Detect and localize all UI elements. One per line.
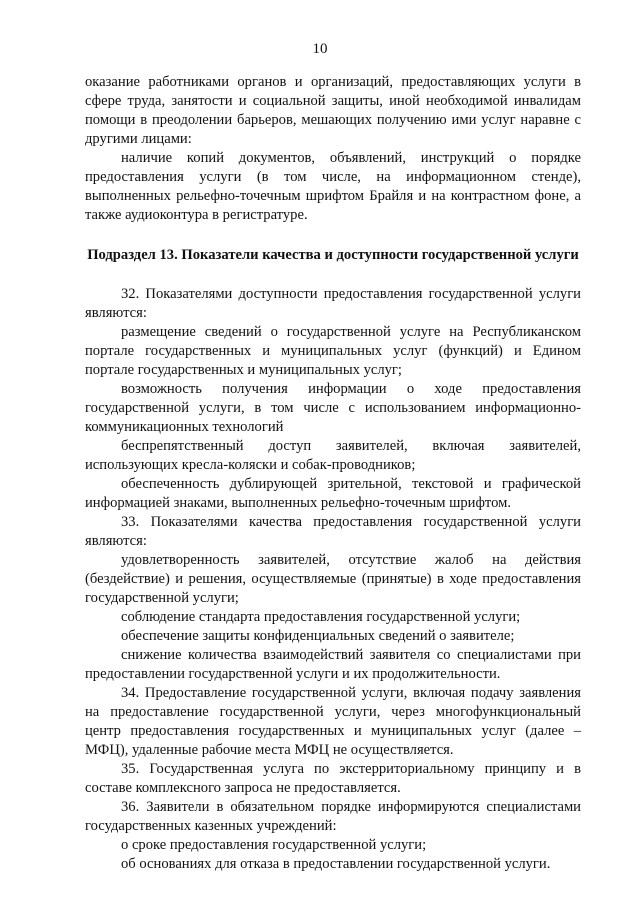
paragraph-confidentiality: обеспечение защиты конфиденциальных сведений о заявителе;: [121, 628, 515, 644]
paragraph-refusal-grounds: об основаниях для отказа в предоставлении государственной услуги.: [121, 856, 551, 872]
paragraph-interaction-reduction: снижение количества взаимодействий заявителя со специалистами при предоставлении государственной услуги и их продолжительности.: [85, 647, 581, 682]
page-number: 10: [312, 41, 328, 57]
paragraph-progress-info: возможность получения информации о ходе предоставления государственной услуги, в том числе с использованием информационно-коммуникационных технологий: [85, 381, 581, 435]
paragraph-35: 35. Государственная услуга по экстерриториальному принципу и в составе комплексного запроса не предоставляется.: [85, 761, 581, 796]
paragraph-36: 36. Заявители в обязательном порядке информируются специалистами государственных казенных учреждений:: [85, 799, 581, 834]
paragraph-duplicated-info: обеспеченность дублирующей зрительной, текстовой и графической информацией знаками, выполненных рельефно-точечным шрифтом.: [85, 476, 581, 511]
paragraph-unobstructed-access: беспрепятственный доступ заявителей, включая заявителей, использующих кресла-коляски и собак-проводников;: [85, 438, 581, 473]
section-heading: Подраздел 13. Показатели качества и доступности государственной услуги: [87, 247, 579, 263]
paragraph-33: 33. Показателями качества предоставления государственной услуги являются:: [85, 514, 581, 549]
paragraph-34: 34. Предоставление государственной услуги, включая подачу заявления на предоставление государственной услуги, через многофункциональный центр предоставления государственных и муниципальных услуг (далее – МФЦ), удаленные рабочие места МФЦ не осуществляется.: [85, 685, 581, 758]
paragraph-assistance: оказание работниками органов и организаций, предоставляющих услуги в сфере труда, занятости и социальной защиты, иной необходимой инвалидам помощи в преодолении барьеров, мешающих получению ими услуг наравне с другими лицами:: [85, 74, 581, 147]
paragraph-portal-info: размещение сведений о государственной услуге на Республиканском портале государственных и муниципальных услуг (функций) и Едином портале государственных и муниципальных услуг;: [85, 324, 581, 378]
document-body: [85, 73, 581, 874]
paragraph-braille-copies: наличие копий документов, объявлений, инструкций о порядке предоставления услуги (в том числе, на информационном стенде), выполненных рельефно-точечным шрифтом Брайля и на контрастном фоне, а также аудиоконтура в регистратуре.: [85, 150, 581, 223]
paragraph-standard-compliance: соблюдение стандарта предоставления государственной услуги;: [121, 609, 521, 625]
paragraph-service-term: о сроке предоставления государственной услуги;: [121, 837, 427, 853]
paragraph-32: 32. Показателями доступности предоставления государственной услуги являются:: [85, 286, 581, 321]
paragraph-satisfaction: удовлетворенность заявителей, отсутствие жалоб на действия (бездействие) и решения, осуществляемые (принятые) в ходе предоставления государственной услуги;: [85, 552, 581, 606]
